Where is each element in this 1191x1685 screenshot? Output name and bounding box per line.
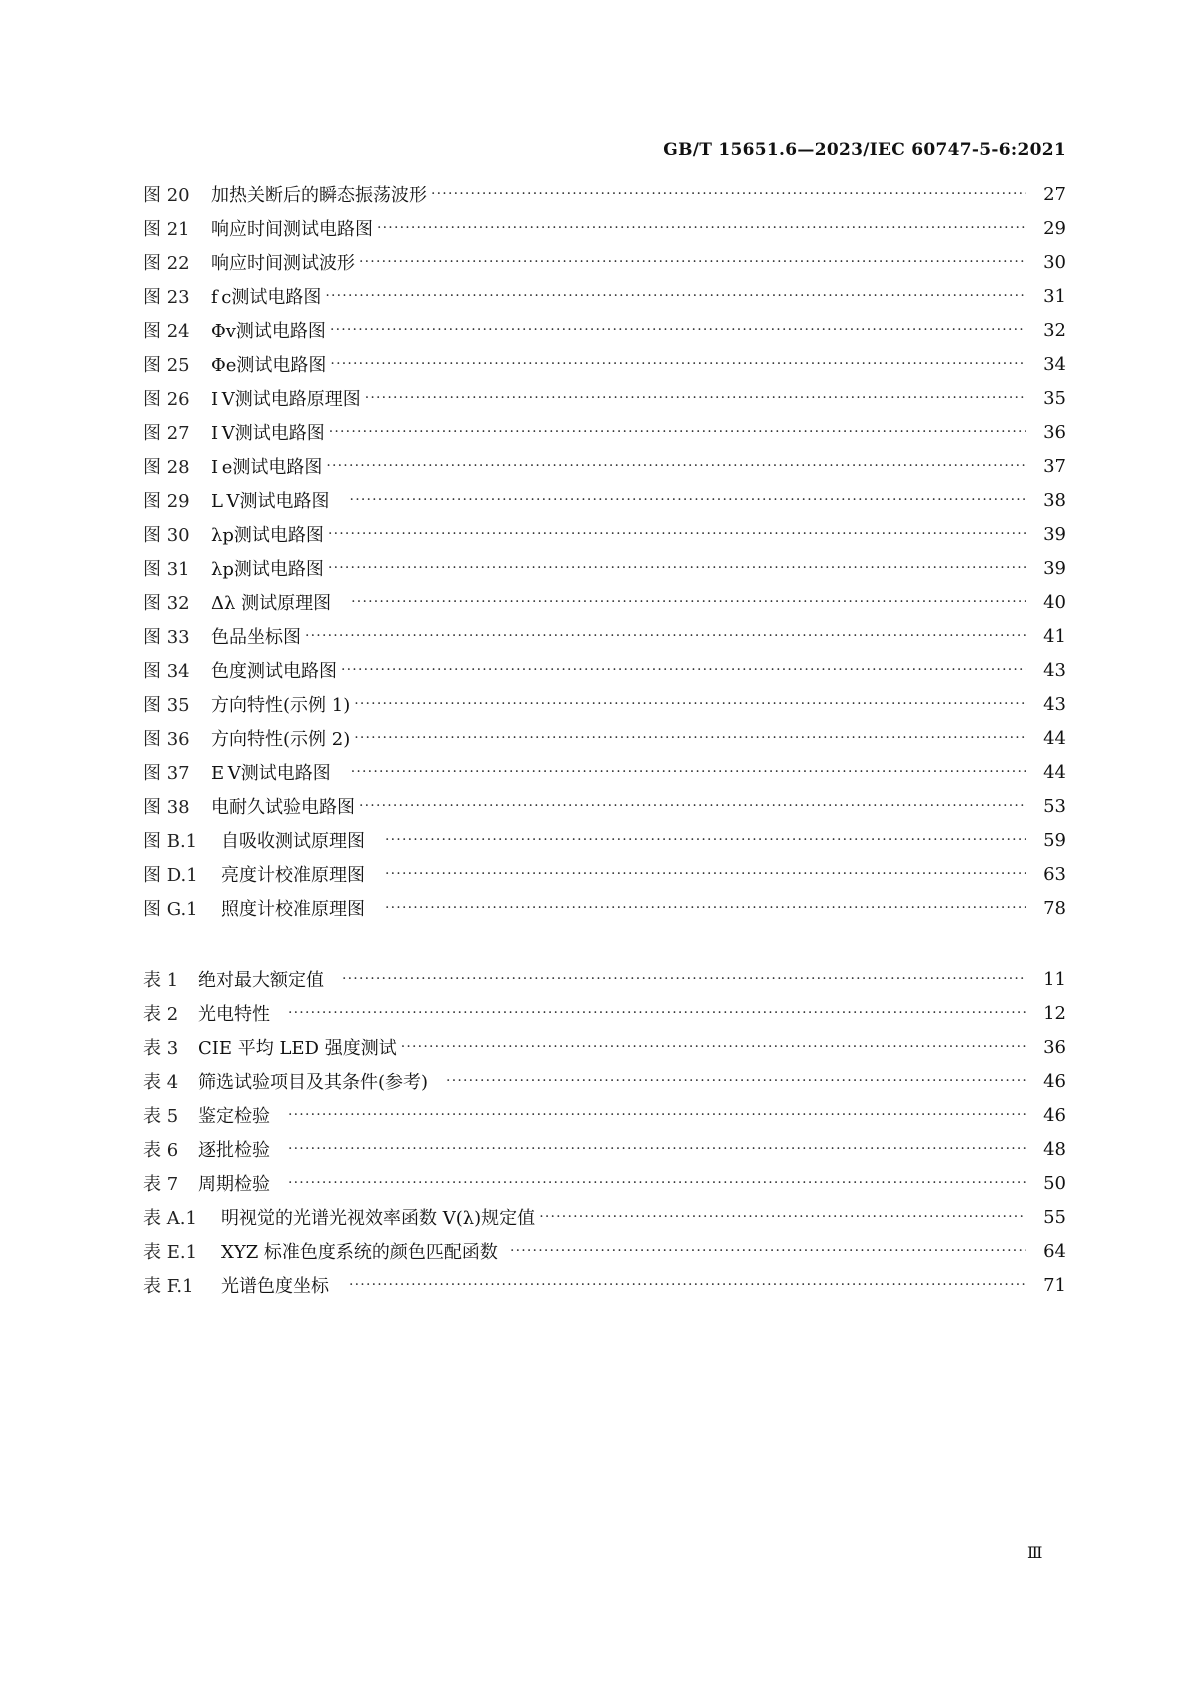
- leader-dots: [288, 1000, 1026, 1026]
- figure-entry[interactable]: [143, 793, 1066, 819]
- table-entry[interactable]: [143, 1068, 1066, 1094]
- table-title: 光电特性: [198, 1004, 270, 1025]
- page-number: 29: [1043, 217, 1066, 239]
- figure-entry[interactable]: [143, 861, 1066, 887]
- figure-title: Φv测试电路图: [211, 321, 326, 342]
- page-number: 30: [1043, 251, 1066, 273]
- figure-title: I V测试电路原理图: [211, 389, 361, 410]
- table-number: 表 1: [143, 970, 179, 991]
- table-title: XYZ 标准色度系统的颜色匹配函数: [221, 1242, 498, 1263]
- page-number: 34: [1043, 353, 1066, 375]
- leader-dots: [350, 487, 1026, 513]
- figure-number: 图 29: [143, 491, 190, 512]
- table-number: 表 4: [143, 1072, 179, 1093]
- figure-entry[interactable]: [143, 487, 1066, 513]
- figure-title: I V测试电路图: [211, 423, 325, 444]
- figure-entry[interactable]: [143, 725, 1066, 751]
- figure-title: 电耐久试验电路图: [211, 797, 355, 818]
- figure-number: 图 22: [143, 253, 190, 274]
- leader-dots: [354, 691, 1026, 717]
- figure-number: 图 25: [143, 355, 190, 376]
- table-number: 表 A.1: [143, 1208, 197, 1229]
- figure-entry[interactable]: [143, 283, 1066, 309]
- figure-title: Δλ 测试原理图: [211, 593, 332, 614]
- leader-dots: [385, 827, 1026, 853]
- figure-number: 图 35: [143, 695, 190, 716]
- leader-dots: [401, 1034, 1026, 1060]
- table-entry[interactable]: [143, 1000, 1066, 1026]
- figure-number: 图 34: [143, 661, 190, 682]
- page-number: 44: [1043, 727, 1066, 749]
- table-entry[interactable]: [143, 1136, 1066, 1162]
- figure-title: 亮度计校准原理图: [221, 865, 365, 886]
- page-number: 43: [1043, 693, 1066, 715]
- table-entry[interactable]: [143, 1238, 1066, 1264]
- figure-title: E V测试电路图: [211, 763, 331, 784]
- page-number: 71: [1043, 1274, 1066, 1296]
- page-number: 31: [1043, 285, 1066, 307]
- table-number: 表 2: [143, 1004, 179, 1025]
- page-number: 40: [1043, 591, 1066, 613]
- leader-dots: [446, 1068, 1026, 1094]
- document-header: GB/T 15651.6—2023/IEC 60747-5-6:2021: [663, 140, 1066, 160]
- table-title: 明视觉的光谱光视效率函数 V(λ)规定值: [221, 1208, 536, 1229]
- figure-title: Φe测试电路图: [211, 355, 327, 376]
- figure-number: 图 G.1: [143, 899, 198, 920]
- table-title: CIE 平均 LED 强度测试: [198, 1038, 397, 1059]
- page-number: 12: [1043, 1002, 1066, 1024]
- page-number: 46: [1043, 1070, 1066, 1092]
- figure-entry[interactable]: [143, 453, 1066, 479]
- figure-number: 图 26: [143, 389, 190, 410]
- table-title: 周期检验: [198, 1174, 270, 1195]
- figure-title: λp测试电路图: [211, 525, 324, 546]
- page-number: 37: [1043, 455, 1066, 477]
- leader-dots: [329, 419, 1026, 445]
- table-title: 绝对最大额定值: [198, 970, 324, 991]
- table-entry[interactable]: [143, 1204, 1066, 1230]
- figure-number: 图 24: [143, 321, 190, 342]
- figure-entry[interactable]: [143, 419, 1066, 445]
- leader-dots: [341, 657, 1026, 683]
- figure-title: I e测试电路图: [211, 457, 323, 478]
- figure-entry[interactable]: [143, 657, 1066, 683]
- page-number: 35: [1043, 387, 1066, 409]
- figure-entry[interactable]: [143, 521, 1066, 547]
- page-number: 55: [1043, 1206, 1066, 1228]
- table-title: 逐批检验: [198, 1140, 270, 1161]
- table-entry[interactable]: [143, 1102, 1066, 1128]
- figure-entry[interactable]: [143, 249, 1066, 275]
- leader-dots: [351, 589, 1026, 615]
- table-entry[interactable]: [143, 1170, 1066, 1196]
- leader-dots: [377, 215, 1026, 241]
- figure-entry[interactable]: [143, 385, 1066, 411]
- figure-number: 图 20: [143, 185, 190, 206]
- leader-dots: [351, 759, 1026, 785]
- page-number: 63: [1043, 863, 1066, 885]
- figure-title: 方向特性(示例 2): [211, 729, 351, 750]
- leader-dots: [385, 895, 1026, 921]
- page-number: 78: [1043, 897, 1066, 919]
- figure-number: 图 B.1: [143, 831, 198, 852]
- leader-dots: [326, 453, 1026, 479]
- figure-title: 响应时间测试电路图: [211, 219, 373, 240]
- figure-number: 图 21: [143, 219, 190, 240]
- figure-entry[interactable]: [143, 317, 1066, 343]
- leader-dots: [342, 966, 1026, 992]
- page-number: 46: [1043, 1104, 1066, 1126]
- leader-dots: [330, 351, 1026, 377]
- table-number: 表 F.1: [143, 1276, 194, 1297]
- figure-number: 图 37: [143, 763, 190, 784]
- figure-number: 图 36: [143, 729, 190, 750]
- page-number: 36: [1043, 421, 1066, 443]
- page-footer-number: Ⅲ: [1027, 1543, 1043, 1562]
- table-number: 表 3: [143, 1038, 179, 1059]
- figure-title: 响应时间测试波形: [211, 253, 355, 274]
- figure-title: L V测试电路图: [211, 491, 330, 512]
- leader-dots: [328, 521, 1026, 547]
- leader-dots: [510, 1238, 1026, 1264]
- leader-dots: [305, 623, 1026, 649]
- leader-dots: [328, 555, 1026, 581]
- leader-dots: [385, 861, 1026, 887]
- page-number: 39: [1043, 557, 1066, 579]
- page-number: 38: [1043, 489, 1066, 511]
- page-number: 44: [1043, 761, 1066, 783]
- table-number: 表 7: [143, 1174, 179, 1195]
- figure-entry[interactable]: [143, 589, 1066, 615]
- table-title: 光谱色度坐标: [221, 1276, 329, 1297]
- leader-dots: [539, 1204, 1026, 1230]
- page-number: 64: [1043, 1240, 1066, 1262]
- figure-number: 图 32: [143, 593, 190, 614]
- page-number: 36: [1043, 1036, 1066, 1058]
- figure-number: 图 30: [143, 525, 190, 546]
- page-number: 48: [1043, 1138, 1066, 1160]
- figure-entry[interactable]: [143, 827, 1066, 853]
- figure-title: 照度计校准原理图: [221, 899, 365, 920]
- page-number: 32: [1043, 319, 1066, 341]
- figure-number: 图 38: [143, 797, 190, 818]
- table-number: 表 5: [143, 1106, 179, 1127]
- page-number: 11: [1043, 968, 1066, 990]
- figure-entry[interactable]: [143, 351, 1066, 377]
- leader-dots: [288, 1170, 1026, 1196]
- leader-dots: [359, 249, 1026, 275]
- leader-dots: [354, 725, 1026, 751]
- figure-title: 色品坐标图: [211, 627, 301, 648]
- figure-title: 方向特性(示例 1): [211, 695, 351, 716]
- table-title: 筛选试验项目及其条件(参考): [198, 1072, 429, 1093]
- table-entry[interactable]: [143, 966, 1066, 992]
- figure-number: 图 23: [143, 287, 190, 308]
- figure-entry[interactable]: [143, 555, 1066, 581]
- figure-title: f c测试电路图: [211, 287, 322, 308]
- leader-dots: [288, 1102, 1026, 1128]
- table-number: 表 6: [143, 1140, 179, 1161]
- leader-dots: [365, 385, 1026, 411]
- figure-number: 图 31: [143, 559, 190, 580]
- figure-entry[interactable]: [143, 895, 1066, 921]
- leader-dots: [359, 793, 1026, 819]
- page-number: 27: [1043, 183, 1066, 205]
- figure-entry[interactable]: [143, 691, 1066, 717]
- leader-dots: [431, 181, 1026, 207]
- figure-entry[interactable]: [143, 215, 1066, 241]
- leader-dots: [325, 283, 1026, 309]
- figure-entry[interactable]: [143, 759, 1066, 785]
- leader-dots: [349, 1272, 1026, 1298]
- figure-entry[interactable]: [143, 181, 1066, 207]
- page-number: 59: [1043, 829, 1066, 851]
- figure-number: 图 28: [143, 457, 190, 478]
- figure-title: λp测试电路图: [211, 559, 324, 580]
- page-number: 43: [1043, 659, 1066, 681]
- page-number: 39: [1043, 523, 1066, 545]
- leader-dots: [288, 1136, 1026, 1162]
- page-number: 53: [1043, 795, 1066, 817]
- figure-entry[interactable]: [143, 623, 1066, 649]
- figure-number: 图 D.1: [143, 865, 198, 886]
- figure-title: 自吸收测试原理图: [221, 831, 365, 852]
- table-title: 鉴定检验: [198, 1106, 270, 1127]
- leader-dots: [330, 317, 1026, 343]
- figure-title: 加热关断后的瞬态振荡波形: [211, 185, 427, 206]
- table-entry[interactable]: [143, 1034, 1066, 1060]
- figure-title: 色度测试电路图: [211, 661, 337, 682]
- page-number: 50: [1043, 1172, 1066, 1194]
- figure-number: 图 33: [143, 627, 190, 648]
- table-entry[interactable]: [143, 1272, 1066, 1298]
- page-number: 41: [1043, 625, 1066, 647]
- figure-number: 图 27: [143, 423, 190, 444]
- table-number: 表 E.1: [143, 1242, 198, 1263]
